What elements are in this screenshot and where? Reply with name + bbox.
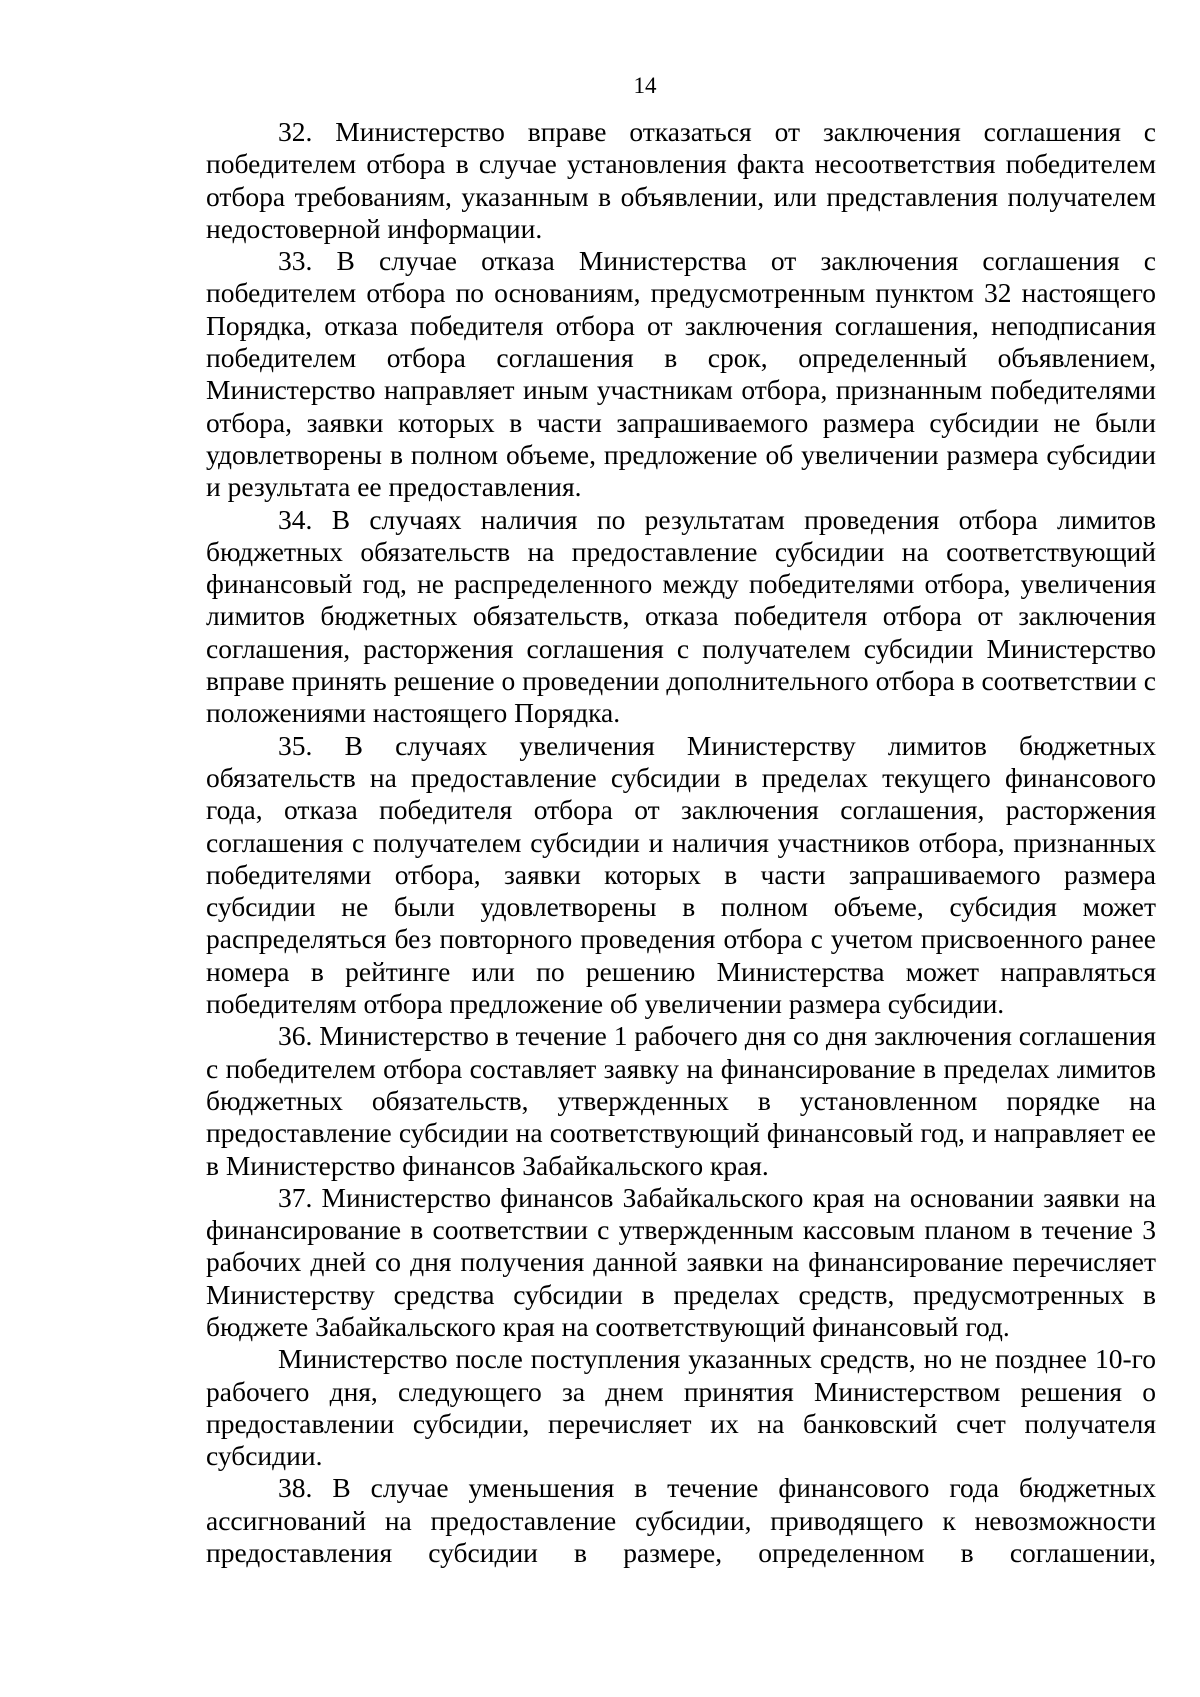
paragraph-36: 36. Министерство в течение 1 рабочего дня со дня заключения соглашения с победителем отбора составляет заявку на финансирование в пределах лимитов бюджетных обязательств, утвержденных в установленном порядке на предоставление субсидии на соответствующий финансовый год, и направляет ее в Министерство финансов Забайкальского края. xyxy=(206,1020,1156,1181)
paragraph-37: 37. Министерство финансов Забайкальского края на основании заявки на финансирование в соответствии с утвержденным кассовым планом в течение 3 рабочих дней со дня получения данной заявки на финансирование перечисляет Министерству средства субсидии в пределах средств, предусмотренных в бюджете Забайкальского края на соответствующий финансовый год. xyxy=(206,1181,1156,1342)
paragraph-34: 34. В случаях наличия по результатам проведения отбора лимитов бюджетных обязательств на предоставление субсидии на соответствующий финансовый год, не распределенного между победителями отбора, увеличения лимитов бюджетных обязательств, отказа победителя отбора от заключения соглашения, расторжения соглашения с получателем субсидии Министерство вправе принять решение о проведении дополнительного отбора в соответствии с положениями настоящего Порядка. xyxy=(206,503,1156,729)
paragraph-37-continued: Министерство после поступления указанных средств, но не позднее 10-го рабочего дня, следующего за днем принятия Министерством решения о предоставлении субсидии, перечисляет их на банковский счет получателя субсидии. xyxy=(206,1343,1156,1472)
paragraph-38: 38. В случае уменьшения в течение финансового года бюджетных ассигнований на предоставление субсидии, приводящего к невозможности предоставления субсидии в размере, определенном в соглашении, xyxy=(206,1472,1156,1569)
page-number: 14 xyxy=(633,73,657,98)
paragraph-35: 35. В случаях увеличения Министерству лимитов бюджетных обязательств на предоставление субсидии в пределах текущего финансового года, отказа победителя отбора от заключения соглашения, расторжения соглашения с получателем субсидии и наличия участников отбора, признанных победителями отбора, заявки которых в части запрашиваемого размера субсидии не были удовлетворены в полном объеме, субсидия может распределяться без повторного проведения отбора с учетом присвоенного ранее номера в рейтинге или по решению Министерства может направляться победителям отбора предложение об увеличении размера субсидии. xyxy=(206,729,1156,1020)
paragraph-33: 33. В случае отказа Министерства от заключения соглашения с победителем отбора по основаниям, предусмотренным пунктом 32 настоящего Порядка, отказа победителя отбора от заключения соглашения, неподписания победителем отбора соглашения в срок, определенный объявлением, Министерство направляет иным участникам отбора, признанным победителями отбора, заявки которых в части запрашиваемого размера субсидии не были удовлетворены в полном объеме, предложение об увеличении размера субсидии и результата ее предоставления. xyxy=(206,245,1156,503)
paragraph-32: 32. Министерство вправе отказаться от заключения соглашения с победителем отбора в случае установления факта несоответствия победителем отбора требованиям, указанным в объявлении, или представления получателем недостоверной информации. xyxy=(206,116,1156,244)
document-body xyxy=(206,116,1156,1569)
